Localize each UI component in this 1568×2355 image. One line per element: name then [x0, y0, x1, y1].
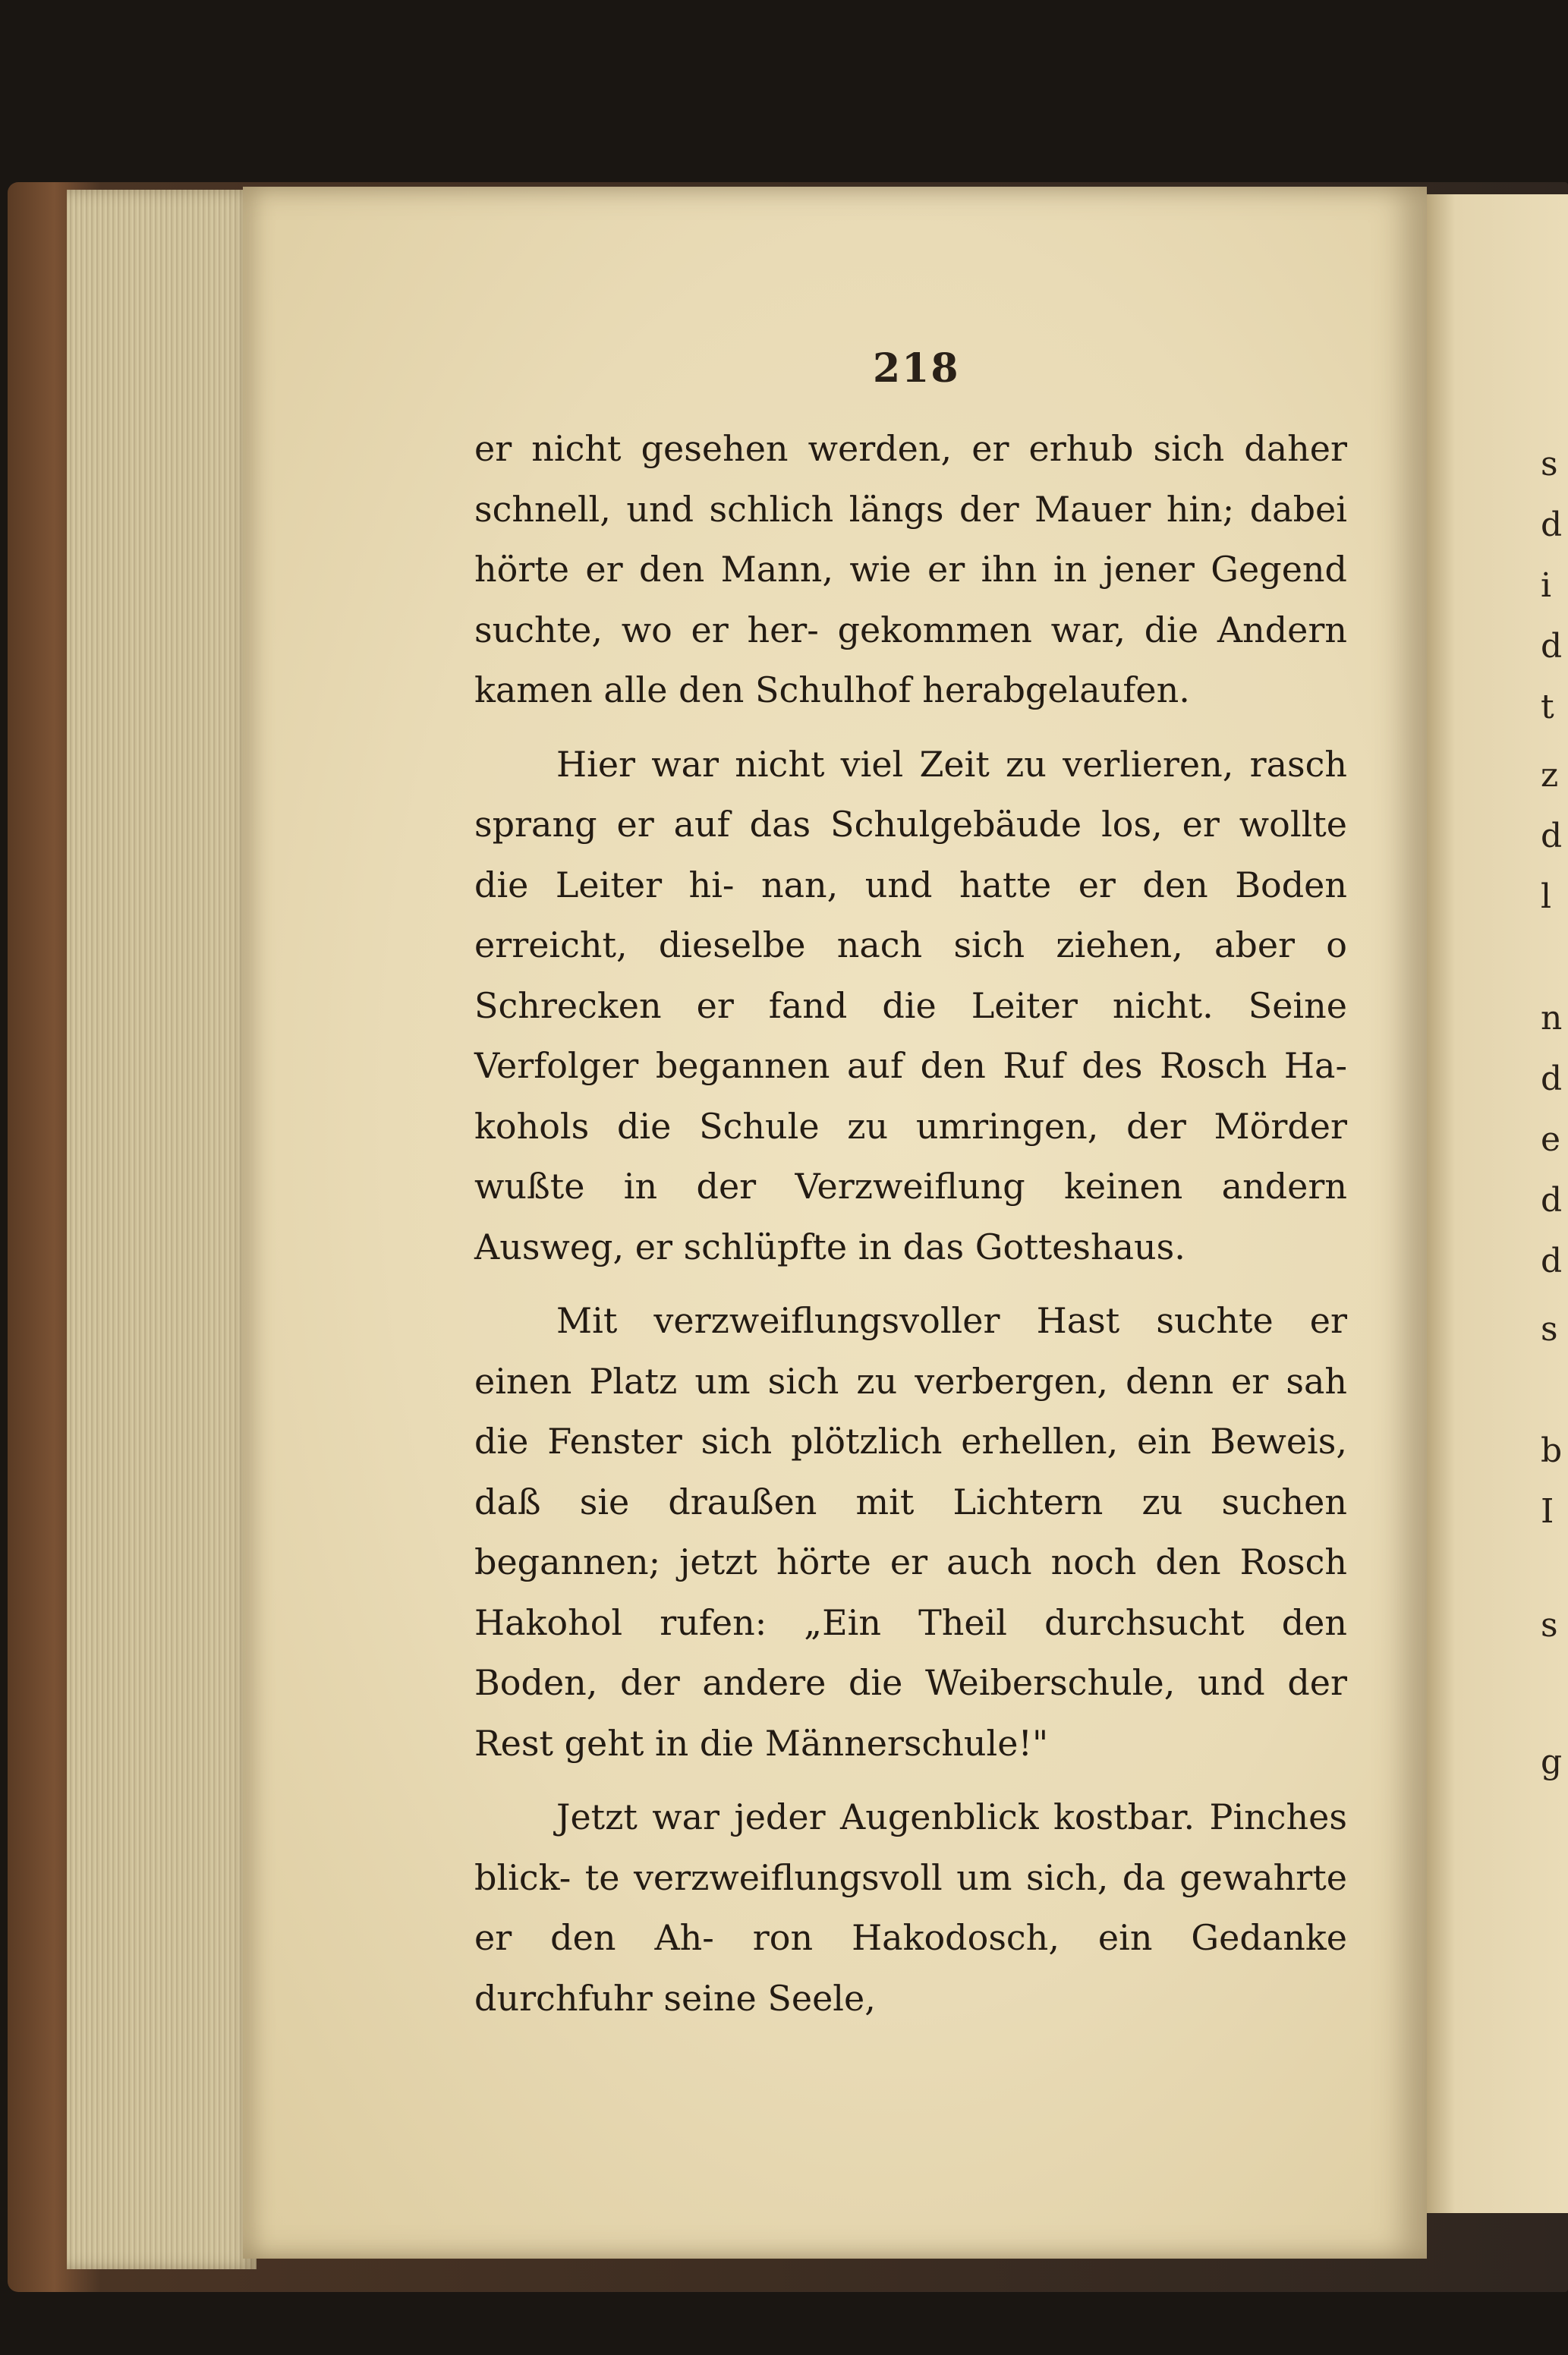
next-page-fragment: e [1541, 1120, 1561, 1159]
next-page-fragment: i [1541, 566, 1552, 605]
next-page-edge [1427, 194, 1568, 2213]
next-page-fragment: n [1541, 999, 1563, 1037]
paragraph: Jetzt war jeder Augenblick kostbar. Pinches blick- te verzweiflungsvoll um sich, da gewahrte er den Ah- ron Hakodosch, ein Gedanke durchfuhr seine Seele, [474, 1796, 1347, 2019]
next-page-fragment: t [1541, 688, 1554, 726]
next-page-fragment: I [1541, 1492, 1554, 1531]
next-page-fragment: s [1541, 445, 1558, 483]
body-text [474, 419, 1347, 2042]
next-page-fragment: z [1541, 756, 1559, 795]
next-page-fragment: g [1541, 1743, 1563, 1781]
page-edges [67, 190, 257, 2269]
next-page-fragment: d [1541, 505, 1563, 544]
next-page-fragment: d [1541, 627, 1563, 666]
next-page-fragment: d [1541, 817, 1563, 855]
next-page-fragment: l [1541, 877, 1552, 916]
next-page-fragment: s [1541, 1310, 1558, 1349]
next-page-fragment: d [1541, 1242, 1563, 1280]
paragraph: Hier war nicht viel Zeit zu verlieren, rasch sprang er auf das Schulgebäude los, er wollte die Leiter hi- nan, und hatte er den Boden erreicht, dieselbe nach sich ziehen, aber o Schrecken er fand die Leiter nicht. Seine Verfolger begannen auf den Ruf des Rosch Ha- kohols die Schule zu umringen, der Mörder wußte in der Verzweiflung keinen andern Ausweg, er schlüpfte in das Gotteshaus. [474, 743, 1347, 1267]
next-page-fragment: d [1541, 1059, 1563, 1098]
next-page-fragment: d [1541, 1181, 1563, 1220]
paragraph: Mit verzweiflungsvoller Hast suchte er einen Platz um sich zu verbergen, denn er sah die Fenster sich plötzlich erhellen, ein Beweis, daß sie draußen mit Lichtern zu suchen begannen; jetzt hörte er auch noch den Rosch Hakohol rufen: „Ein Theil durchsucht den Boden, der andere die Weiberschule, und der Rest geht in die Männerschule!" [474, 1300, 1347, 1764]
paragraph: er nicht gesehen werden, er erhub sich daher schnell, und schlich längs der Mauer hin; dabei hörte er den Mann, wie er ihn in jener Gegend suchte, wo er her- gekommen war, die Andern kamen alle den Schulhof herabgelaufen. [474, 428, 1347, 710]
next-page-fragment: s [1541, 1606, 1558, 1645]
page-number: 218 [873, 345, 960, 392]
next-page-fragment: b [1541, 1431, 1563, 1470]
